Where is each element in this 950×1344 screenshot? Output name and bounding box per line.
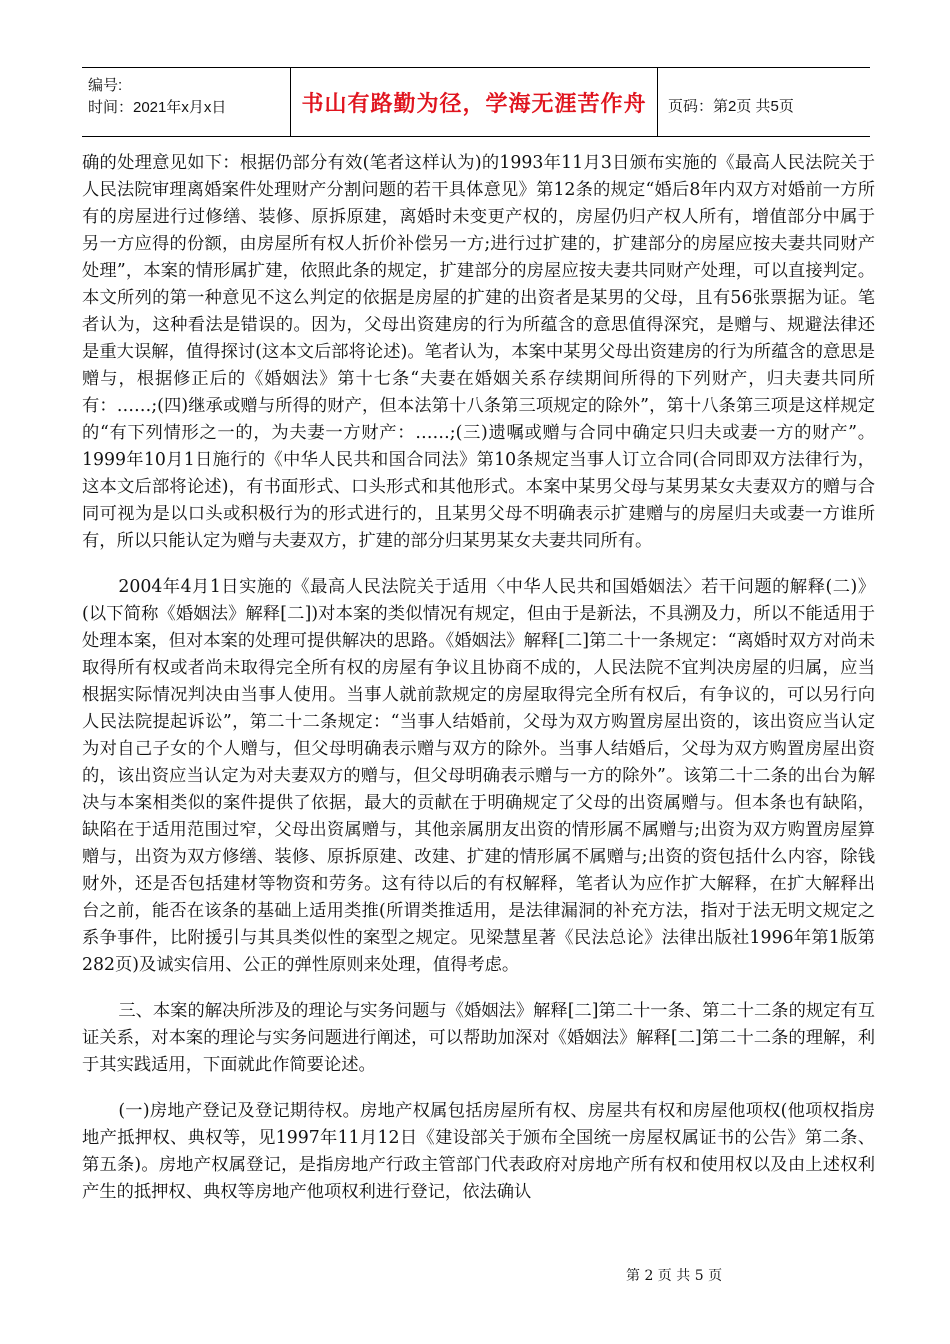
document-number-label: 编号: [88, 77, 123, 94]
document-body [82, 150, 875, 1225]
body-paragraph-2: 2004年4月1日实施的《最高人民法院关于适用〈中华人民共和国婚姻法〉若干问题的解释(二)》(以下简称《婚姻法》解释[二])对本案的类似情况有规定，但由于是新法，不具溯及力，所以不能适用于处理本案，但对本案的处理可提供解决的思路。《婚姻法》解释[二]第二十一条规定：“离婚时双方对尚未取得所有权或者尚未取得完全所有权的房屋有争议且协商不成的，人民法院不宜判决房屋的归属，应当根据实际情况判决由当事人使用。当事人就前款规定的房屋取得完全所有权后，有争议的，可以另行向人民法院提起诉讼”，第二十二条规定：“当事人结婚前，父母为双方购置房屋出资的，该出资应当认定为对自己子女的个人赠与，但父母明确表示赠与双方的除外。当事人结婚后，父母为双方购置房屋出资的，该出资应当认定为对夫妻双方的赠与，但父母明确表示赠与一方的除外”。该第二十二条的出台为解决与本案相类似的案件提供了依据，最大的贡献在于明确规定了父母的出资属赠与。但本条也有缺陷，缺陷在于适用范围过窄，父母出资属赠与，其他亲属朋友出资的情形属不属赠与;出资为双方购置房屋算赠与，出资为双方修缮、装修、原拆原建、改建、扩建的情形属不属赠与;出资的资包括什么内容，除钱财外，还是否包括建材等物资和劳务。这有待以后的有权解释，笔者认为应作扩大解释，在扩大解释出台之前，能否在该条的基础上适用类推(所谓类推适用，是法律漏洞的补充方法，指对于法无明文规定之系争事件，比附援引与其具类似性的案型之规定。见梁慧星著《民法总论》法律出版社1996年第1版第282页)及诚实信用、公正的弹性原则来处理，值得考虑。 [82, 577, 875, 975]
header-meta-cell [82, 68, 291, 136]
header-page-number: 页码：第2页 共5页 [668, 98, 794, 115]
body-paragraph-4: (一)房地产登记及登记期待权。房地产权属包括房屋所有权、房屋共有权和房屋他项权(他项权指房地产抵押权、典权等，见1997年11月12日《建设部关于颁布全国统一房屋权属证书的公告》第二条、第五条)。房地产权属登记，是指房地产行政主管部门代表政府对房地产所有权和使用权以及由上述权利产生的抵押权、典权等房地产他项权利进行登记，依法确认 [82, 1101, 875, 1202]
document-time-label: 时间：2021年x月x日 [88, 99, 227, 116]
body-paragraph-3: 三、本案的解决所涉及的理论与实务问题与《婚姻法》解释[二]第二十一条、第二十二条的规定有互证关系，对本案的理论与实务问题进行阐述，可以帮助加深对《婚姻法》解释[二]第二十二条的理解，利于其实践适用，下面就此作简要论述。 [82, 1001, 875, 1075]
page-footer: 第 2 页 共 5 页 [626, 1268, 723, 1284]
body-paragraph-1: 确的处理意见如下：根据仍部分有效(笔者这样认为)的1993年11月3日颁布实施的《最高人民法院关于人民法院审理离婚案件处理财产分割问题的若干具体意见》第12条的规定“婚后8年内双方对婚前一方所有的房屋进行过修缮、装修、原拆原建，离婚时未变更产权的，房屋仍归产权人所有，增值部分中属于另一方应得的份额，由房屋所有权人折价补偿另一方;进行过扩建的，扩建部分的房屋应按夫妻共同财产处理”，本案的情形属扩建，依照此条的规定，扩建部分的房屋应按夫妻共同财产处理，可以直接判定。本文所列的第一种意见不这么判定的依据是房屋的扩建的出资者是某男的父母，且有56张票据为证。笔者认为，这种看法是错误的。因为，父母出资建房的行为所蕴含的意思值得深究，是赠与、规避法律还是重大误解，值得探讨(这本文后部将论述)。笔者认为，本案中某男父母出资建房的行为所蕴含的意思是赠与，根据修正后的《婚姻法》第十七条“夫妻在婚姻关系存续期间所得的下列财产，归夫妻共同所有：……;(四)继承或赠与所得的财产，但本法第十八条第三项规定的除外”，第十八条第三项是这样规定的“有下列情形之一的，为夫妻一方财产：……;(三)遗嘱或赠与合同中确定只归夫或妻一方的财产”。1999年10月1日施行的《中华人民共和国合同法》第10条规定当事人订立合同(合同即双方法律行为，这本文后部将论述)，有书面形式、口头形式和其他形式。本案中某男父母与某男某女夫妻双方的赠与合同可视为是以口头或积极行为的形式进行的，且某男父母不明确表示扩建赠与的房屋归夫或妻一方谁所有，所以只能认定为赠与夫妻双方，扩建的部分归某男某女夫妻共同所有。 [82, 153, 875, 551]
page-header [82, 67, 870, 137]
header-motto: 书山有路勤为径，学海无涯苦作舟 [291, 68, 658, 136]
